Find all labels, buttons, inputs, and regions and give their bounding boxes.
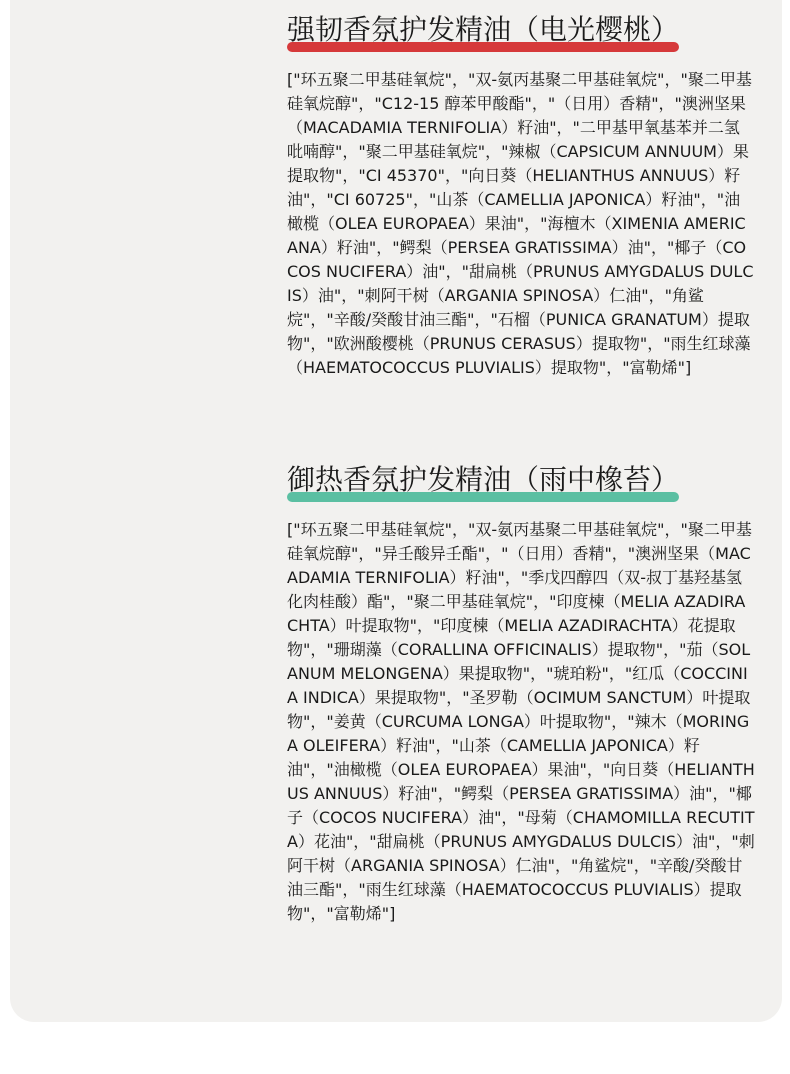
ingredients-list: ["环五聚二甲基硅氧烷"，"双-氨丙基聚二甲基硅氧烷"，"聚二甲基硅氧烷醇"，"异壬酸异壬酯"，"（日用）香精"，"澳洲坚果（MACADAMIA TERNIFOLIA）籽油"，"季戊四醇四（双-叔丁基羟基氢化肉桂酸）酯"，"聚二甲基硅氧烷"，"印度楝（MELIA AZADIRACHTA）叶提取物"，"印度楝（MELIA AZADIRACHTA）花提取物"，"珊瑚藻（CORALLINA OFFICINALIS）提取物"，"茄（SOLANUM MELONGENA）果提取物"，"琥珀粉"，"红瓜（COCCINIA INDICA）果提取物"，"圣罗勒（OCIMUM SANCTUM）叶提取物"，"姜黄（CURCUMA LONGA）叶提取物"，"辣木（MORINGA OLEIFERA）籽油"，"山茶（CAMELLIA JAPONICA）籽油"，"油橄榄（OLEA EUROPAEA）果油"，"向日葵（HELIANTHUS ANNUUS）籽油"，"鳄梨（PERSEA GRATISSIMA）油"，"椰子（COCOS NUCIFERA）油"，"母菊（CHAMOMILLA RECUTITA）花油"，"甜扁桃（PRUNUS AMYGDALUS DULCIS）油"，"刺阿干树（ARGANIA SPINOSA）仁油"，"角鲨烷"，"辛酸/癸酸甘油三酯"，"雨生红球藻（HAEMATOCOCCUS PLUVIALIS）提取物"，"富勒烯"] <box>287 520 755 923</box>
product-title-wrap <box>287 460 679 502</box>
product-title: 御热香氛护发精油（雨中橡苔） <box>287 463 680 496</box>
product-section-oakmoss <box>287 460 755 926</box>
ingredients-list: ["环五聚二甲基硅氧烷"，"双-氨丙基聚二甲基硅氧烷"，"聚二甲基硅氧烷醇"，"C12-15 醇苯甲酸酯"，"（日用）香精"，"澳洲坚果（MACADAMIA TERNIFOLIA）籽油"，"二甲基甲氧基苯并二氢吡喃醇"，"聚二甲基硅氧烷"，"辣椒（CAPSICUM ANNUUM）果提取物"，"CI 45370"，"向日葵（HELIANTHUS ANNUUS）籽油"，"CI 60725"，"山茶（CAMELLIA JAPONICA）籽油"，"油橄榄（OLEA EUROPAEA）果油"，"海檀木（XIMENIA AMERICANA）籽油"，"鳄梨（PERSEA GRATISSIMA）油"，"椰子（COCOS NUCIFERA）油"，"甜扁桃（PRUNUS AMYGDALUS DULCIS）油"，"刺阿干树（ARGANIA SPINOSA）仁油"，"角鲨烷"，"辛酸/癸酸甘油三酯"，"石榴（PUNICA GRANATUM）提取物"，"欧洲酸樱桃（PRUNUS CERASUS）提取物"，"雨生红球藻（HAEMATOCOCCUS PLUVIALIS）提取物"，"富勒烯"] <box>287 70 754 377</box>
product-section-cherry <box>287 10 755 380</box>
product-title-wrap <box>287 10 679 52</box>
product-title: 强韧香氛护发精油（电光樱桃） <box>287 13 680 46</box>
